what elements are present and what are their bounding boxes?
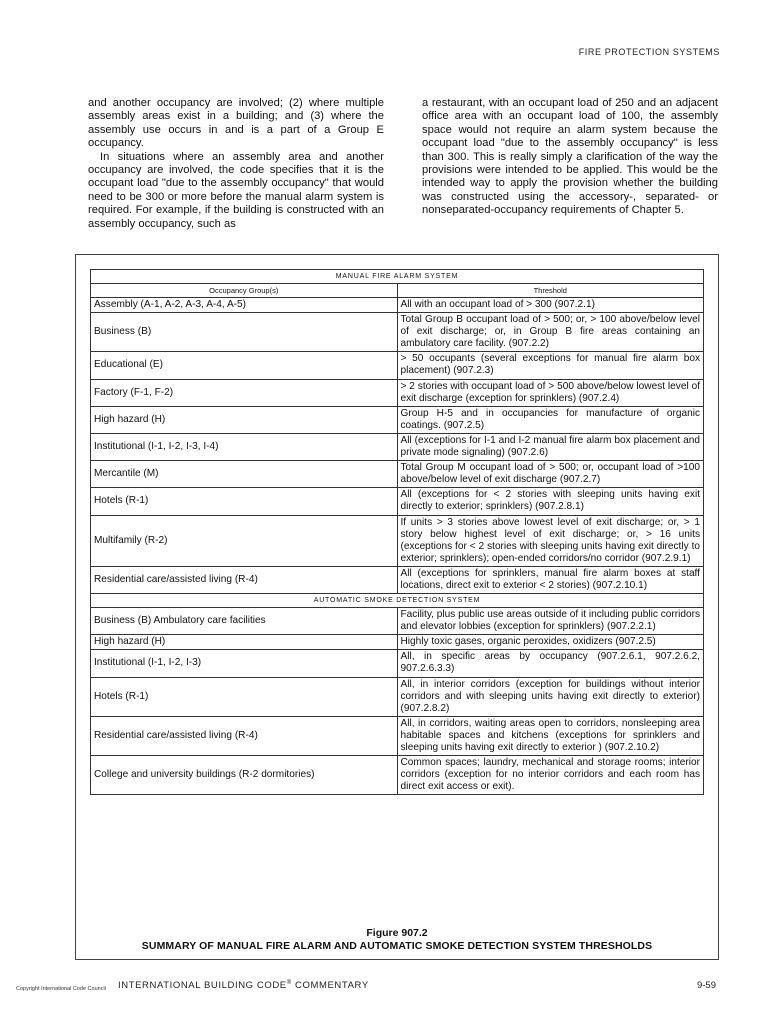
- threshold-table: [90, 269, 704, 795]
- figure-number: Figure 907.2: [366, 927, 428, 939]
- column-header-threshold: Threshold: [397, 284, 704, 298]
- threshold-cell: Facility, plus public use areas outside of it including public corridors and elevator lobbies (exception for sprinklers) (907.2.2.1): [397, 608, 704, 635]
- threshold-cell: If units > 3 stories above lowest level of exit discharge; or, > 1 story below highest level of exit discharge; or, > 16 units (exceptions for < 2 stories with sleeping units having exit directly to exterior; sprinklers); open-ended corridors/no corridor (907.2.9.1): [397, 515, 704, 566]
- registered-mark: ®: [286, 980, 292, 986]
- book-title: INTERNATIONAL BUILDING CODE: [118, 980, 287, 992]
- occupancy-cell: High hazard (H): [91, 635, 398, 650]
- threshold-cell: All with an occupant load of > 300 (907.2.1): [397, 298, 704, 313]
- occupancy-cell: High hazard (H): [91, 406, 398, 433]
- occupancy-cell: Educational (E): [91, 352, 398, 379]
- occupancy-cell: Residential care/assisted living (R-4): [91, 566, 398, 593]
- occupancy-cell: Hotels (R-1): [91, 488, 398, 515]
- occupancy-cell: Factory (F-1, F-2): [91, 379, 398, 406]
- threshold-cell: All, in corridors, waiting areas open to corridors, nonsleeping area habitable spaces and kitchens (exceptions for sprinklers and sleeping units having exit directly to exterior ) (907.2.10.2): [397, 716, 704, 755]
- copyright-notice: Copyright International Code Council: [16, 986, 106, 992]
- text-column-left: [88, 97, 384, 231]
- text-column-right: [422, 97, 718, 231]
- smoke-detection-rows: [91, 608, 704, 795]
- paragraph: In situations where an assembly area and another occupancy are involved, the code specifies that it is the occupant load "due to the assembly occupancy" that would need to be 300 or more before the manual alarm system is required. For example, if the building is constructed with an assembly occupancy, such as: [88, 150, 384, 230]
- occupancy-cell: Multifamily (R-2): [91, 515, 398, 566]
- threshold-cell: Total Group B occupant load of > 500; or, > 100 above/below level of exit discharge; or, in Group B fire areas containing an ambulatory care facility. (907.2.2): [397, 313, 704, 352]
- threshold-cell: Highly toxic gases, organic peroxides, oxidizers (907.2.5): [397, 635, 704, 650]
- occupancy-cell: Institutional (I-1, I-2, I-3): [91, 650, 398, 677]
- occupancy-cell: College and university buildings (R-2 dormitories): [91, 756, 398, 795]
- table-row: [91, 635, 704, 650]
- footer-book-title: [118, 980, 369, 991]
- occupancy-cell: Business (B) Ambulatory care facilities: [91, 608, 398, 635]
- section-header-smoke-detection: AUTOMATIC SMOKE DETECTION SYSTEM: [91, 594, 704, 608]
- running-head: FIRE PROTECTION SYSTEMS: [578, 47, 720, 57]
- threshold-cell: All, in interior corridors (exception for buildings without interior corridors and with sleeping units having exit directly to exterior) (907.2.8.2): [397, 677, 704, 716]
- occupancy-cell: Institutional (I-1, I-2, I-3, I-4): [91, 433, 398, 460]
- occupancy-cell: Business (B): [91, 313, 398, 352]
- table-row: [91, 566, 704, 593]
- section-header-manual-fire-alarm: MANUAL FIRE ALARM SYSTEM: [91, 270, 704, 284]
- table-row: [91, 313, 704, 352]
- paragraph: a restaurant, with an occupant load of 250 and an adjacent office area with an occupant load of 100, the assembly space would not require an alarm system because the occupant load "due to the assembly occupancy" is less than 300. This is really simply a clarification of the way the provisions were intended to be applied. This would be the intended way to apply the provision whether the building was constructed using the accessory-, separated- or nonseparated-occupancy requirements of Chapter 5.: [422, 97, 718, 217]
- threshold-cell: All (exceptions for I-1 and I-2 manual fire alarm box placement and private mode signaling) (907.2.6): [397, 433, 704, 460]
- figure-title: SUMMARY OF MANUAL FIRE ALARM AND AUTOMATIC SMOKE DETECTION SYSTEM THRESHOLDS: [141, 940, 653, 952]
- column-header-occupancy: Occupancy Group(s): [91, 284, 398, 298]
- threshold-cell: All, in specific areas by occupancy (907.2.6.1, 907.2.6.2, 907.2.6.3.3): [397, 650, 704, 677]
- table-row: [91, 379, 704, 406]
- paragraph: and another occupancy are involved; (2) where multiple assembly areas exist in a building; and (3) where the assembly use occurs in and is a part of a Group E occupancy.: [88, 97, 384, 150]
- table-row: [91, 608, 704, 635]
- table-row: [91, 515, 704, 566]
- occupancy-cell: Mercantile (M): [91, 461, 398, 488]
- table-row: [91, 433, 704, 460]
- manual-alarm-rows: [91, 298, 704, 594]
- table-row: [91, 488, 704, 515]
- threshold-cell: > 2 stories with occupant load of > 500 above/below lowest level of exit discharge (exception for sprinklers) (907.2.4): [397, 379, 704, 406]
- table-row: [91, 677, 704, 716]
- occupancy-cell: Assembly (A-1, A-2, A-3, A-4, A-5): [91, 298, 398, 313]
- threshold-cell: All (exceptions for < 2 stories with sleeping units having exit directly to exterior; sprinklers) (907.2.8.1): [397, 488, 704, 515]
- table-row: [91, 716, 704, 755]
- figure-907-2: [75, 254, 719, 960]
- threshold-cell: > 50 occupants (several exceptions for manual fire alarm box placement) (907.2.3): [397, 352, 704, 379]
- table-row: [91, 298, 704, 313]
- occupancy-cell: Hotels (R-1): [91, 677, 398, 716]
- threshold-cell: Total Group M occupant load of > 500; or, occupant load of >100 above/below level of exit discharge (907.2.7): [397, 461, 704, 488]
- threshold-cell: Common spaces; laundry, mechanical and storage rooms; interior corridors (exception for no interior corridors and each room has direct exit access or exit).: [397, 756, 704, 795]
- threshold-cell: Group H-5 and in occupancies for manufacture of organic coatings. (907.2.5): [397, 406, 704, 433]
- table-row: [91, 352, 704, 379]
- book-title-suffix: COMMENTARY: [291, 980, 369, 992]
- table-row: [91, 406, 704, 433]
- table-row: [91, 650, 704, 677]
- table-row: [91, 756, 704, 795]
- occupancy-cell: Residential care/assisted living (R-4): [91, 716, 398, 755]
- body-text-columns: [88, 97, 718, 231]
- threshold-cell: All (exceptions for sprinklers, manual fire alarm boxes at staff locations, direct exit to exterior < 2 stories) (907.2.10.1): [397, 566, 704, 593]
- table-row: [91, 461, 704, 488]
- page-number: 9-59: [696, 980, 716, 991]
